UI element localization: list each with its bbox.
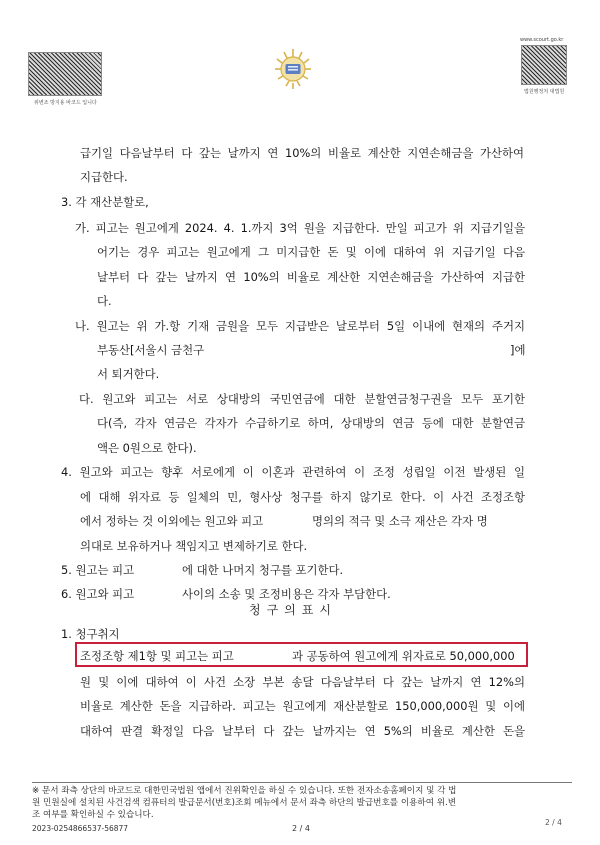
footer-note: ※ 문서 좌측 상단의 바코드로 대한민국법원 앱에서 진위확인을 하실 수 있습니다. 또한 전자소송홈페이지 및 각 법 xyxy=(32,786,457,796)
body-line: 다. 원고와 피고는 서로 상대방의 국민연금에 대한 분할연금청구권을 모두 포기한 xyxy=(79,392,525,406)
body-line: 가. 피고는 원고에게 2024. 4. 1.까지 3억 원을 지급한다. 만일 피고가 위 지급기일을 xyxy=(75,221,525,235)
claim-line: 과 공동하여 원고에게 위자료로 50,000,000 xyxy=(292,649,515,663)
barcode-left xyxy=(28,52,102,96)
body-line: 명의의 적극 및 소극 재산은 각자 명 xyxy=(312,514,488,528)
claim-line: 조정조항 제1항 및 피고는 피고 xyxy=(80,649,234,663)
qr-code-right xyxy=(521,45,567,85)
page-number-right: 2 / 4 xyxy=(545,818,562,827)
body-line: 에서 정하는 것 이외에는 원고와 피고 xyxy=(80,514,264,528)
body-line: 에 대한 나머지 청구를 포기한다. xyxy=(182,563,344,577)
body-line: 6. 원고와 피고 xyxy=(61,587,135,601)
claim-line: 비율로 계산한 돈을 지급하라. 피고는 원고에게 재산분할로 150,000,000원 및 이에 xyxy=(80,699,525,713)
body-line: 나. 원고는 위 가.항 기재 금원을 모두 지급받은 날로부터 5일 이내에 현재의 주거지 xyxy=(75,319,525,333)
qr-caption: 법원행정처 대법원 xyxy=(524,89,565,95)
body-line: 서 퇴거한다. xyxy=(97,367,160,381)
body-line: 4. 원고와 피고는 향후 서로에게 이 이혼과 관련하여 이 조정 성립일 이전 발생된 일 xyxy=(61,465,525,479)
footer-note: 조 여부를 확인하실 수 있습니다. xyxy=(32,810,154,820)
body-line: 어기는 경우 피고는 원고에게 그 미지급한 돈 및 이에 대하여 위 지급기일 다음 xyxy=(97,245,525,259)
issue-number: 2023-0254866537-56877 xyxy=(32,824,129,833)
body-line: 날부터 다 갚는 날까지 연 10%의 비율로 계산한 지연손해금을 가산하여 지급한 xyxy=(97,270,525,284)
court-emblem-icon xyxy=(270,45,316,93)
body-line: ]에 xyxy=(510,343,526,357)
body-line: 에 대해 위자료 등 일체의 민, 형사상 청구를 하지 않기로 한다. 이 사건 조정조항 xyxy=(80,490,525,504)
barcode-caption: 위변조 방지용 바코드 입니다 xyxy=(34,100,97,106)
court-url: www.scourt.go.kr xyxy=(520,37,564,43)
footer-divider xyxy=(32,782,572,783)
body-line: 사이의 소송 및 조정비용은 각자 부담한다. xyxy=(182,587,391,601)
body-line: 다(즉, 각자 연금은 각자가 수급하기로 하며, 상대방의 연금 등에 대한 분할연금 xyxy=(97,416,525,430)
body-line: 액은 0원으로 한다). xyxy=(97,441,197,455)
body-line: 지급한다. xyxy=(80,170,128,184)
body-line: 급기일 다음날부터 다 갚는 날까지 연 10%의 비율로 계산한 지연손해금을 가산하여 xyxy=(80,146,524,160)
claim-line: 대하여 판결 확정일 다음 날부터 다 갚는 날까지는 연 5%의 비율로 계산한 돈을 xyxy=(80,724,525,738)
claim-line: 원 및 이에 대하여 이 사건 소장 부본 송달 다음날부터 다 갚는 날까지 연 12%의 xyxy=(80,675,525,689)
section-title: 청구의표시 xyxy=(249,603,337,617)
claim-line: 1. 청구취지 xyxy=(61,627,120,641)
body-line: 부동산[서울시 금천구 xyxy=(97,343,205,357)
body-line: 3. 각 재산분할로, xyxy=(61,195,149,209)
body-line: 다. xyxy=(97,294,112,308)
body-line: 의대로 보유하거나 책임지고 변제하기로 한다. xyxy=(80,539,308,553)
footer-note: 원 민원실에 설치된 사건검색 컴퓨터의 발급문서(번호)조회 메뉴에서 문서 좌측 하단의 발급번호를 이용하여 위.변 xyxy=(32,798,457,808)
body-line: 5. 원고는 피고 xyxy=(61,563,135,577)
page-number: 2 / 4 xyxy=(292,824,310,833)
